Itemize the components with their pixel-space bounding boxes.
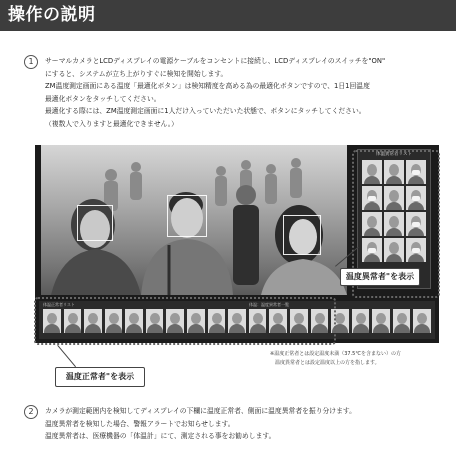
- camera-scene-photo: [41, 145, 347, 295]
- step-number-2: 2: [24, 405, 38, 419]
- face-detection-frame: [77, 205, 113, 241]
- panel-title: 体温異常者リスト: [376, 152, 412, 157]
- step-1-line: ZM温度測定画面にある温度「最適化ボタン」は検知精度を高める為の最適化ボタンですので、1日1回温度: [45, 82, 370, 91]
- face-detection-frame: [167, 195, 207, 237]
- step-number-1: 1: [24, 55, 38, 69]
- face-thumbnail: [352, 309, 370, 333]
- normal-callout: 温度正常者"を表示: [55, 367, 145, 387]
- step-1-line: にすると、システムが立ち上がりすぐに検知を開始します。: [45, 69, 228, 78]
- normal-strip-highlight: [34, 297, 336, 345]
- step-2-line: 温度異常者は、医療機器の「体温計」にて、測定される事をお勧めします。: [45, 432, 276, 441]
- step-2-text: [45, 405, 445, 443]
- step-1-line: 最適化する際には、ZM温度測定画面に1人だけ入っていただいた状態で、ボタンにタッチしてください。: [45, 107, 366, 116]
- note-line: ※温度正常者とは設定温度未満（37.5℃を含まない）の方: [270, 351, 401, 357]
- callout-leader-line: [57, 345, 76, 367]
- page-title: 操作の説明: [0, 0, 456, 31]
- face-detection-frame: [283, 215, 321, 255]
- step-1-line: 最適化ボタンをタッチしてください。: [45, 94, 161, 103]
- strip-left-label: 体温正常者リスト: [43, 302, 75, 307]
- note-line: 温度異常者とは設定温度以上の方を指します。: [275, 360, 380, 366]
- step-2-line: カメラが測定範囲内を検知してディスプレイの下欄に温度正常者、側面に温度異常者を振り分けます。: [45, 407, 356, 415]
- step-1-line: サーマルカメラとLCDディスプレイの電源ケーブルをコンセントに接続し、LCDディスプレイのスイッチを"ON": [45, 57, 386, 65]
- step-1-text: [45, 55, 445, 131]
- temperature-note: [270, 350, 401, 368]
- step-1-line: （複数人で入りますと最適化できません。）: [45, 119, 178, 128]
- face-thumbnail: [413, 309, 431, 333]
- strip-right-label: 体温：温度異常者一覧: [249, 302, 289, 307]
- face-thumbnail: [393, 309, 411, 333]
- step-2-line: 温度異常者を検知した場合、警報アラートでお知らせします。: [45, 419, 235, 428]
- face-thumbnail: [372, 309, 390, 333]
- abnormal-callout: 温度異常者"を表示: [340, 268, 420, 286]
